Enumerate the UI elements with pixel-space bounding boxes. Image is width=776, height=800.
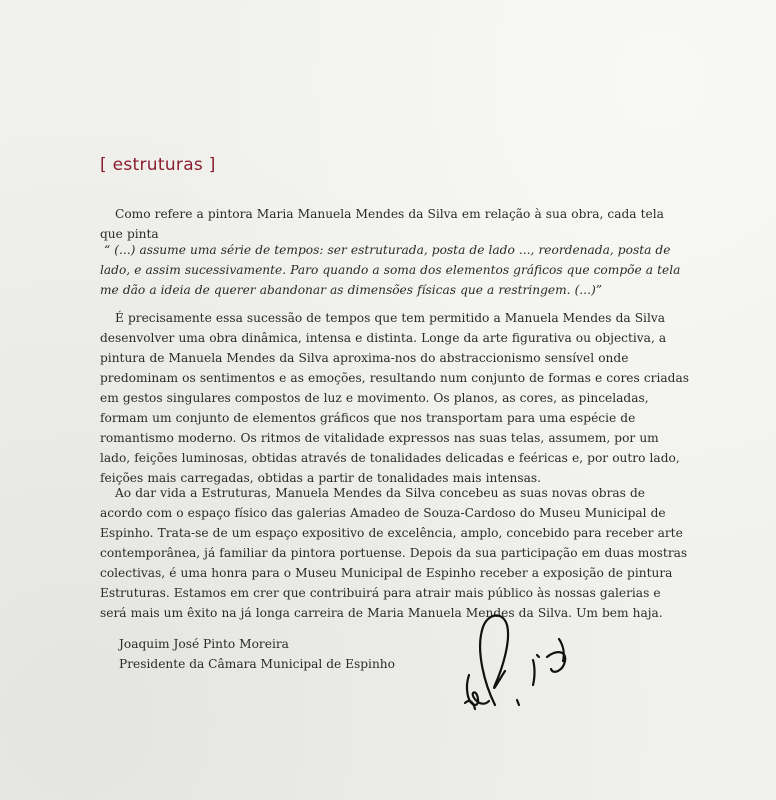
body-paragraph-3: Ao dar vida a Estruturas, Manuela Mendes da Silva concebeu as suas novas obras de acordo com o espaço físico das galerias Amadeo de Souza-Cardoso do Museu Municipal de Espinho. Trata-se de um espaço expositivo de excelência, amplo, concebido para receber arte contemporânea, já familiar da pintora portuense. Depois da sua participação em duas mostras colectivas, é uma honra para o Museu Municipal de Espinho receber a exposição de pintura Estruturas. Estamos em crer que contribuirá para atrair mais público às nossas galerias e será mais um êxito na já longa carreira de Maria Manuela Mendes da Silva. Um bem haja. — [100, 486, 688, 620]
body-paragraph-2: É precisamente essa sucessão de tempos que tem permitido a Manuela Mendes da Silva desenvolver uma obra dinâmica, intensa e distinta. Longe da arte figurativa ou objectiva, a pintura de Manuela Mendes da Silva aproxima-nos do abstraccionismo sensível onde predominam os sentimentos e as emoções, resultando num conjunto de formas e cores criadas em gestos singulares compostos de luz e movimento. Os planos, as cores, as pinceladas, formam um conjunto de elementos gráficos que nos transportam para uma espécie de romantismo moderno. Os ritmos de vitalidade expressos nas suas telas, assumem, por um lado, feições luminosas, obtidas através de tonalidades delicadas e feéricas e, por outro lado, feições mais carregadas, obtidas a partir de tonalidades mais intensas. — [100, 311, 689, 485]
signatory-role: Presidente da Câmara Municipal de Espinho — [119, 657, 395, 671]
signatory-name: Joaquim José Pinto Moreira — [119, 637, 289, 651]
intro-paragraph: Como refere a pintora Maria Manuela Mendes da Silva em relação à sua obra, cada tela que pinta — [100, 207, 664, 241]
document-title: [ estruturas ] — [100, 155, 216, 175]
signature-block — [119, 634, 395, 674]
quote-paragraph: “ (...) assume uma série de tempos: ser estruturada, posta de lado ..., reordenada, posta de lado, e assim sucessivamente. Paro quando a soma dos elementos gráficos que compõe a tela me dão a ideia de querer abandonar as dimensões físicas que a restringem. (...)” — [100, 243, 681, 297]
handwritten-signature — [455, 605, 585, 725]
